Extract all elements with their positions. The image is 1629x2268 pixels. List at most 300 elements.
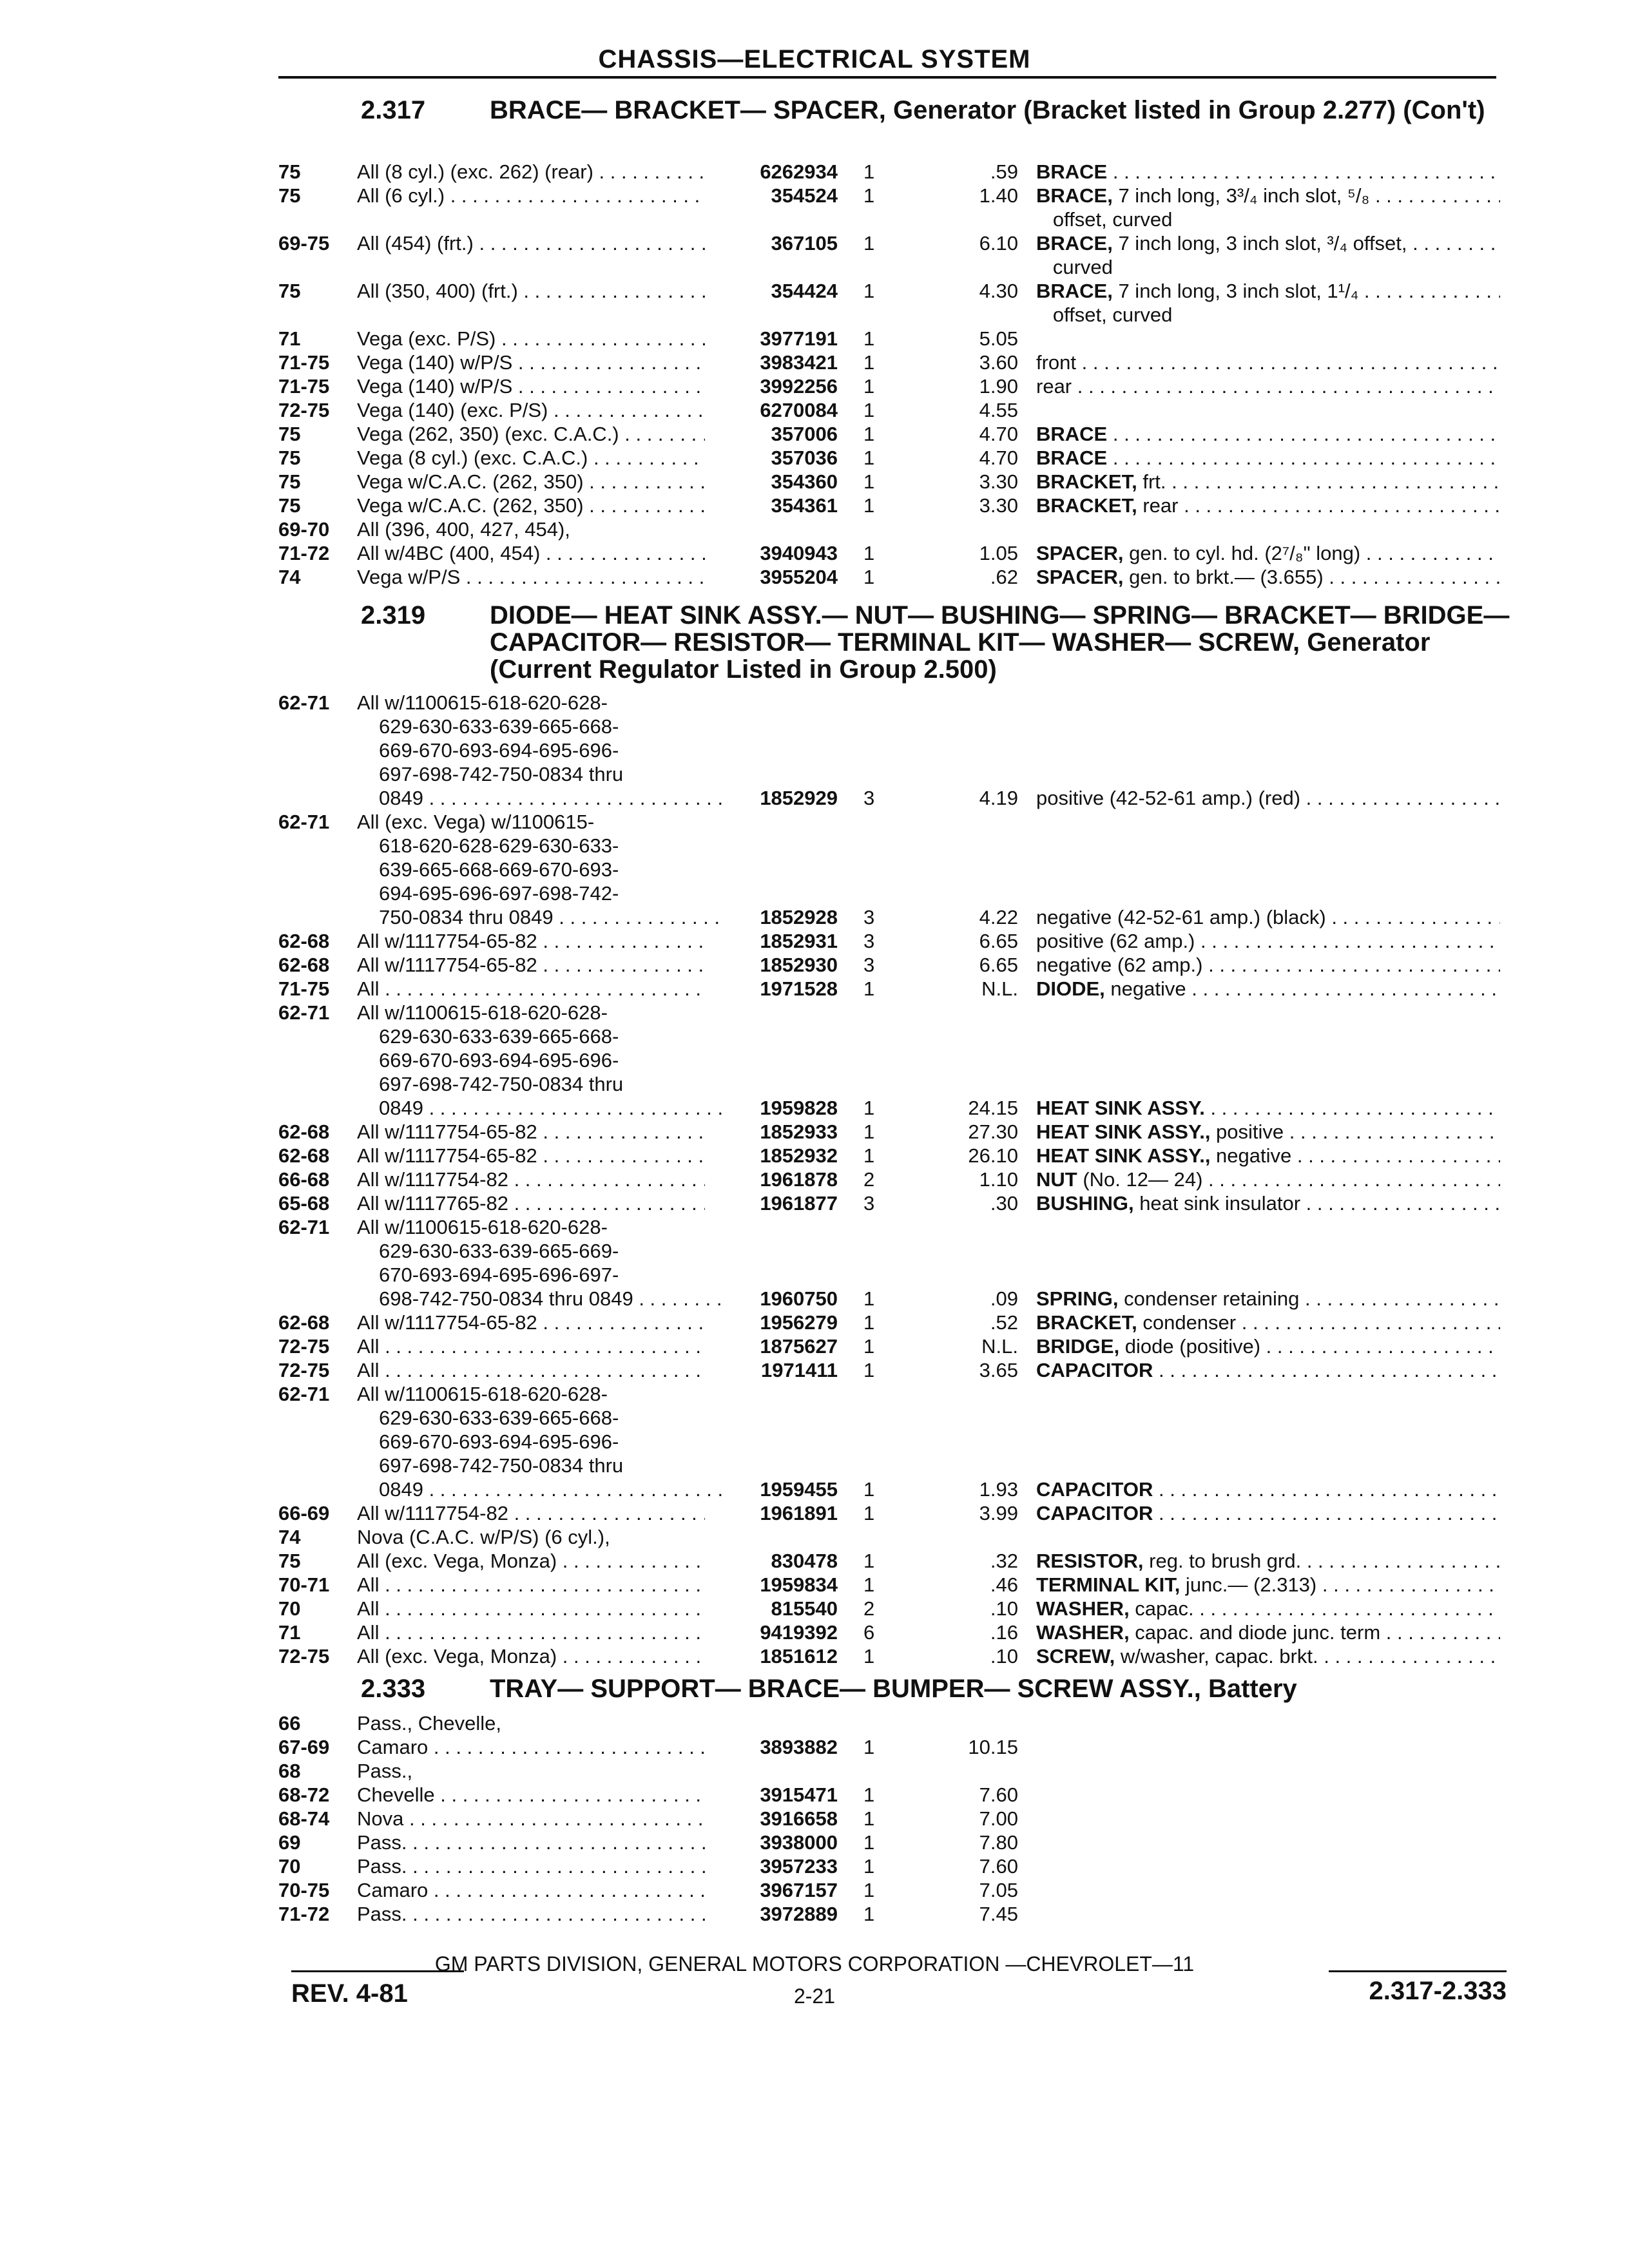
model-years: 72-75 <box>278 1645 330 1667</box>
part-row <box>0 810 1629 834</box>
price: .52 <box>990 1311 1018 1334</box>
section-heading <box>0 1675 1629 1706</box>
part-row <box>0 327 1629 351</box>
model-years: 62-71 <box>278 1383 330 1405</box>
application: 0849 . . . <box>379 1096 727 1120</box>
model-years: 69 <box>278 1831 301 1854</box>
quantity: 3 <box>863 930 875 952</box>
description-part-name: BRACE, <box>1036 280 1113 302</box>
model-years: 75 <box>278 423 301 445</box>
price: 6.10 <box>979 232 1018 255</box>
application: Vega w/C.A.C. (262, 350) . . . <box>357 494 705 517</box>
price: 4.70 <box>979 423 1018 445</box>
application: 618-620-628-629-630-633- <box>379 834 619 857</box>
part-row <box>0 1525 1629 1549</box>
application: 629-630-633-639-665-668- <box>379 715 619 738</box>
model-years: 71-75 <box>278 977 330 1000</box>
application: 697-698-742-750-0834 thru <box>379 1073 624 1095</box>
application: 670-693-694-695-696-697- <box>379 1264 619 1286</box>
quantity: 1 <box>863 280 875 302</box>
part-number: 3893882 <box>760 1736 838 1758</box>
part-number: 354360 <box>771 470 838 493</box>
part-number: 1959828 <box>760 1097 838 1119</box>
description-text: w/washer, capac. brkt. <box>1115 1645 1318 1667</box>
description <box>1036 255 1500 279</box>
section-heading <box>0 97 1629 156</box>
part-number: 1852931 <box>760 930 838 952</box>
description-text: gen. to cyl. hd. (2⁷/₈" long) <box>1123 542 1361 564</box>
part-row <box>0 1477 1629 1501</box>
description <box>1036 1597 1500 1620</box>
part-row <box>0 1311 1629 1334</box>
quantity: 1 <box>863 1335 875 1358</box>
model-years: 69-70 <box>278 518 330 541</box>
price: 1.93 <box>979 1478 1018 1501</box>
part-number: 1852930 <box>760 954 838 976</box>
quantity: 2 <box>863 1597 875 1620</box>
part-row <box>0 1239 1629 1263</box>
application: All (454) (frt.) . . . <box>357 231 705 255</box>
quantity: 1 <box>863 1831 875 1854</box>
quantity: 1 <box>863 1287 875 1310</box>
part-row <box>0 1287 1629 1311</box>
quantity: 3 <box>863 954 875 976</box>
quantity: 1 <box>863 375 875 398</box>
price: 4.19 <box>979 787 1018 809</box>
part-row <box>0 1001 1629 1024</box>
model-years: 75 <box>278 1550 301 1572</box>
part-row <box>0 231 1629 255</box>
description-text: positive <box>1210 1120 1284 1143</box>
application: All w/4BC (400, 454) . . . <box>357 541 705 565</box>
application: All (exc. Vega) w/1100615- <box>357 811 595 833</box>
part-row <box>0 1215 1629 1239</box>
price: 1.90 <box>979 375 1018 398</box>
description <box>1036 1096 1500 1120</box>
section-number: 2.317 <box>361 96 426 124</box>
description-text: positive (62 amp.) <box>1036 930 1195 952</box>
description-text: reg. to brush grd. <box>1143 1550 1302 1572</box>
price: .16 <box>990 1621 1018 1644</box>
description <box>1036 1168 1500 1191</box>
part-number: 1959455 <box>760 1478 838 1501</box>
description <box>1036 1549 1500 1573</box>
part-row <box>0 1831 1629 1854</box>
price: .10 <box>990 1645 1018 1667</box>
quantity: 1 <box>863 1359 875 1381</box>
model-years: 66-68 <box>278 1168 330 1191</box>
quantity: 1 <box>863 1573 875 1596</box>
part-row <box>0 905 1629 929</box>
description <box>1036 541 1500 565</box>
description-part-name: BRACE <box>1036 447 1108 469</box>
price: 3.30 <box>979 470 1018 493</box>
price: 7.00 <box>979 1807 1018 1830</box>
model-years: 75 <box>278 470 301 493</box>
part-row <box>0 517 1629 541</box>
application: All w/1117754-82 . . . <box>357 1501 705 1525</box>
price: .59 <box>990 160 1018 183</box>
part-number: 1971528 <box>760 977 838 1000</box>
description-text: frt. <box>1137 470 1166 493</box>
part-number: 3983421 <box>760 351 838 374</box>
quantity: 1 <box>863 470 875 493</box>
header-rule <box>278 76 1496 79</box>
model-years: 75 <box>278 494 301 517</box>
model-years: 72-75 <box>278 1359 330 1381</box>
price: 7.60 <box>979 1855 1018 1878</box>
price: .30 <box>990 1192 1018 1215</box>
application: Vega (262, 350) (exc. C.A.C.) . . . <box>357 422 705 446</box>
application: All w/1100615-618-620-628- <box>357 1001 608 1024</box>
application: All (396, 400, 427, 454), <box>357 518 570 541</box>
quantity: 1 <box>863 1645 875 1667</box>
part-number: 1961877 <box>760 1192 838 1215</box>
part-row <box>0 541 1629 565</box>
quantity: 1 <box>863 1144 875 1167</box>
part-number: 3915471 <box>760 1783 838 1806</box>
description <box>1036 1191 1500 1215</box>
application: All w/1100615-618-620-628- <box>357 1383 608 1405</box>
application: Vega (140) w/P/S . . . <box>357 351 705 374</box>
application: All w/1117754-65-82 . . . <box>357 1120 705 1144</box>
description-part-name: BRACKET, <box>1036 494 1137 517</box>
part-number: 1961878 <box>760 1168 838 1191</box>
application: 0849 . . . <box>379 786 727 810</box>
application: Nova . . . <box>357 1807 705 1831</box>
description <box>1036 953 1500 977</box>
description-text: rear <box>1137 494 1179 517</box>
model-years: 74 <box>278 566 301 588</box>
price: 3.60 <box>979 351 1018 374</box>
description-part-name: BRACKET, <box>1036 470 1137 493</box>
part-row <box>0 1644 1629 1668</box>
part-row <box>0 1902 1629 1926</box>
description-part-name: SCREW, <box>1036 1645 1115 1667</box>
model-years: 62-68 <box>278 1144 330 1167</box>
price: 1.10 <box>979 1168 1018 1191</box>
part-row <box>0 1454 1629 1477</box>
application: 697-698-742-750-0834 thru <box>379 1454 624 1477</box>
quantity: 1 <box>863 184 875 207</box>
model-years: 72-75 <box>278 399 330 421</box>
model-years: 72-75 <box>278 1335 330 1358</box>
part-row <box>0 1759 1629 1783</box>
quantity: 1 <box>863 494 875 517</box>
application: Vega w/P/S . . . <box>357 565 705 589</box>
price: 3.65 <box>979 1359 1018 1381</box>
quantity: 3 <box>863 1192 875 1215</box>
quantity: 1 <box>863 232 875 255</box>
description-part-name: CAPACITOR <box>1036 1478 1153 1501</box>
part-number: 3938000 <box>760 1831 838 1854</box>
price: 27.30 <box>968 1120 1018 1143</box>
model-years: 68-72 <box>278 1783 330 1806</box>
footer-page-number: 2-21 <box>793 1984 836 2008</box>
description-part-name: HEAT SINK ASSY. <box>1036 1097 1205 1119</box>
description <box>1036 303 1500 327</box>
model-years: 75 <box>278 280 301 302</box>
application: 694-695-696-697-698-742- <box>379 882 619 905</box>
application: All w/1117765-82 . . . <box>357 1191 705 1215</box>
part-number: 1851612 <box>760 1645 838 1667</box>
model-years: 71-75 <box>278 351 330 374</box>
description <box>1036 929 1500 953</box>
part-row <box>0 303 1629 327</box>
part-row <box>0 1597 1629 1620</box>
model-years: 75 <box>278 160 301 183</box>
price: 4.70 <box>979 447 1018 469</box>
application: Pass. . . . <box>357 1854 705 1878</box>
description-part-name: BUSHING, <box>1036 1192 1134 1215</box>
application: 669-670-693-694-695-696- <box>379 1049 619 1072</box>
price: .10 <box>990 1597 1018 1620</box>
application: All w/1117754-65-82 . . . <box>357 953 705 977</box>
description <box>1036 786 1500 810</box>
application: Camaro . . . <box>357 1735 705 1759</box>
application: All . . . <box>357 1620 705 1644</box>
application: 629-630-633-639-665-668- <box>379 1407 619 1429</box>
application: All w/1117754-65-82 . . . <box>357 929 705 953</box>
price: 3.30 <box>979 494 1018 517</box>
part-row <box>0 1501 1629 1525</box>
description-part-name: WASHER, <box>1036 1597 1130 1620</box>
application: All (6 cyl.) . . . <box>357 184 705 207</box>
description-part-name: DIODE, <box>1036 977 1105 1000</box>
price: 6.65 <box>979 954 1018 976</box>
model-years: 70 <box>278 1855 301 1878</box>
application: All (8 cyl.) (exc. 262) (rear) . . . <box>357 160 705 184</box>
section-heading <box>0 602 1629 688</box>
part-number: 1852928 <box>760 906 838 928</box>
part-row <box>0 422 1629 446</box>
quantity: 1 <box>863 1550 875 1572</box>
price: 4.30 <box>979 280 1018 302</box>
part-number: 6262934 <box>760 160 838 183</box>
part-row <box>0 1783 1629 1807</box>
description-part-name: TERMINAL KIT, <box>1036 1573 1181 1596</box>
quantity: 1 <box>863 1478 875 1501</box>
part-row <box>0 1854 1629 1878</box>
part-row <box>0 1807 1629 1831</box>
quantity: 1 <box>863 399 875 421</box>
model-years: 66 <box>278 1712 301 1735</box>
part-row <box>0 184 1629 207</box>
part-row <box>0 1024 1629 1048</box>
part-row <box>0 1048 1629 1072</box>
description-text: negative (62 amp.) <box>1036 954 1203 976</box>
price: 4.55 <box>979 399 1018 421</box>
model-years: 71-72 <box>278 542 330 564</box>
part-number: 3972889 <box>760 1903 838 1925</box>
description <box>1036 1501 1500 1525</box>
part-row <box>0 1711 1629 1735</box>
application: All w/1117754-65-82 . . . <box>357 1311 705 1334</box>
model-years: 66-69 <box>278 1502 330 1524</box>
description-part-name: BRACE, <box>1036 232 1113 255</box>
part-row <box>0 953 1629 977</box>
part-number: 3955204 <box>760 566 838 588</box>
price: 26.10 <box>968 1144 1018 1167</box>
price: 6.65 <box>979 930 1018 952</box>
quantity: 6 <box>863 1621 875 1644</box>
application: 629-630-633-639-665-668- <box>379 1025 619 1048</box>
part-row <box>0 1573 1629 1597</box>
part-number: 3977191 <box>760 327 838 350</box>
part-number: 357006 <box>771 423 838 445</box>
part-row <box>0 1406 1629 1430</box>
part-row <box>0 1120 1629 1144</box>
part-row <box>0 470 1629 494</box>
description-text: front <box>1036 351 1077 374</box>
description-part-name: WASHER, <box>1036 1621 1130 1644</box>
model-years: 75 <box>278 447 301 469</box>
quantity: 1 <box>863 977 875 1000</box>
description-text: diode (positive) <box>1119 1335 1261 1358</box>
part-number: 1852933 <box>760 1120 838 1143</box>
price: 1.40 <box>979 184 1018 207</box>
part-row <box>0 1382 1629 1406</box>
application: 639-665-668-669-670-693- <box>379 858 619 881</box>
part-row <box>0 494 1629 517</box>
description-part-name: BRACE <box>1036 160 1108 183</box>
quantity: 1 <box>863 447 875 469</box>
part-number: 1852932 <box>760 1144 838 1167</box>
model-years: 65-68 <box>278 1192 330 1215</box>
part-row <box>0 1620 1629 1644</box>
price: N.L. <box>981 977 1018 1000</box>
description <box>1036 184 1500 207</box>
model-years: 70 <box>278 1597 301 1620</box>
model-years: 74 <box>278 1526 301 1548</box>
description <box>1036 1120 1500 1144</box>
description-text: junc.— (2.313) <box>1180 1573 1317 1596</box>
description <box>1036 1644 1500 1668</box>
quantity: 1 <box>863 1097 875 1119</box>
part-number: 1960750 <box>760 1287 838 1310</box>
quantity: 1 <box>863 1855 875 1878</box>
part-row <box>0 858 1629 881</box>
description-text: gen. to brkt.— (3.655) <box>1123 566 1324 588</box>
application: Pass. . . . <box>357 1902 705 1926</box>
description <box>1036 905 1500 929</box>
description <box>1036 1477 1500 1501</box>
description <box>1036 565 1500 589</box>
quantity: 1 <box>863 1736 875 1758</box>
application: All w/1100615-618-620-628- <box>357 1216 608 1238</box>
part-row <box>0 929 1629 953</box>
application: All . . . <box>357 1334 705 1358</box>
model-years: 71-75 <box>278 375 330 398</box>
price: 7.05 <box>979 1879 1018 1901</box>
description <box>1036 494 1500 517</box>
application: Nova (C.A.C. w/P/S) (6 cyl.), <box>357 1526 610 1548</box>
application: All . . . <box>357 1358 705 1382</box>
quantity: 1 <box>863 1783 875 1806</box>
application: Pass. . . . <box>357 1831 705 1854</box>
section-title: TRAY— SUPPORT— BRACE— BUMPER— SCREW ASSY., Battery <box>490 1675 1297 1703</box>
model-years: 75 <box>278 184 301 207</box>
application: All w/1117754-65-82 . . . <box>357 1144 705 1168</box>
application: All (350, 400) (frt.) . . . <box>357 279 705 303</box>
application: Chevelle . . . <box>357 1783 705 1807</box>
section-number: 2.319 <box>361 601 426 629</box>
part-row <box>0 1096 1629 1120</box>
part-row <box>0 786 1629 810</box>
description-part-name: RESISTOR, <box>1036 1550 1144 1572</box>
description-text: positive (42-52-61 amp.) (red) <box>1036 787 1301 809</box>
part-number: 815540 <box>771 1597 838 1620</box>
description-text: negative (42-52-61 amp.) (black) <box>1036 906 1326 928</box>
description-text: 7 inch long, 3³/₄ inch slot, ⁵/₈ <box>1112 184 1370 207</box>
application: Vega w/C.A.C. (262, 350) . . . <box>357 470 705 494</box>
description <box>1036 470 1500 494</box>
part-number: 3916658 <box>760 1807 838 1830</box>
model-years: 62-71 <box>278 1216 330 1238</box>
model-years: 68-74 <box>278 1807 330 1830</box>
model-years: 71 <box>278 327 301 350</box>
part-number: 9419392 <box>760 1621 838 1644</box>
description <box>1036 1144 1500 1168</box>
part-number: 3992256 <box>760 375 838 398</box>
model-years: 62-68 <box>278 930 330 952</box>
description-text: negative <box>1104 977 1186 1000</box>
quantity: 1 <box>863 1120 875 1143</box>
part-row <box>0 881 1629 905</box>
model-years: 71-72 <box>278 1903 330 1925</box>
part-row <box>0 279 1629 303</box>
description <box>1036 374 1500 398</box>
price: 7.60 <box>979 1783 1018 1806</box>
quantity: 1 <box>863 1903 875 1925</box>
part-number: 1959834 <box>760 1573 838 1596</box>
part-row <box>0 351 1629 374</box>
price: 7.45 <box>979 1903 1018 1925</box>
price: N.L. <box>981 1335 1018 1358</box>
application: 669-670-693-694-695-696- <box>379 739 619 762</box>
description-text: capac. <box>1129 1597 1194 1620</box>
part-row <box>0 1549 1629 1573</box>
description-text: (No. 12— 24) <box>1077 1168 1203 1191</box>
application: 697-698-742-750-0834 thru <box>379 763 624 785</box>
part-number: 367105 <box>771 232 838 255</box>
application: Pass., Chevelle, <box>357 1712 501 1735</box>
description-text: curved <box>1036 256 1113 278</box>
part-row <box>0 446 1629 470</box>
quantity: 1 <box>863 351 875 374</box>
part-row <box>0 738 1629 762</box>
model-years: 62-71 <box>278 1001 330 1024</box>
price: .62 <box>990 566 1018 588</box>
price: 4.22 <box>979 906 1018 928</box>
price: 24.15 <box>968 1097 1018 1119</box>
description <box>1036 1334 1500 1358</box>
part-number: 6270084 <box>760 399 838 421</box>
description-text: 7 inch long, 3 inch slot, ³/₄ offset, <box>1112 232 1407 255</box>
quantity: 1 <box>863 423 875 445</box>
part-number: 1956279 <box>760 1311 838 1334</box>
application: Camaro . . . <box>357 1878 705 1902</box>
part-row <box>0 1263 1629 1287</box>
description-text: condenser retaining <box>1118 1287 1300 1310</box>
price: .09 <box>990 1287 1018 1310</box>
application: All . . . <box>357 977 705 1001</box>
part-row <box>0 1430 1629 1454</box>
application: Vega (8 cyl.) (exc. C.A.C.) . . . <box>357 446 705 470</box>
application: All . . . <box>357 1597 705 1620</box>
section-title: BRACE— BRACKET— SPACER, Generator (Bracket listed in Group 2.277) (Con't) <box>490 96 1485 124</box>
description-part-name: SPACER, <box>1036 542 1124 564</box>
